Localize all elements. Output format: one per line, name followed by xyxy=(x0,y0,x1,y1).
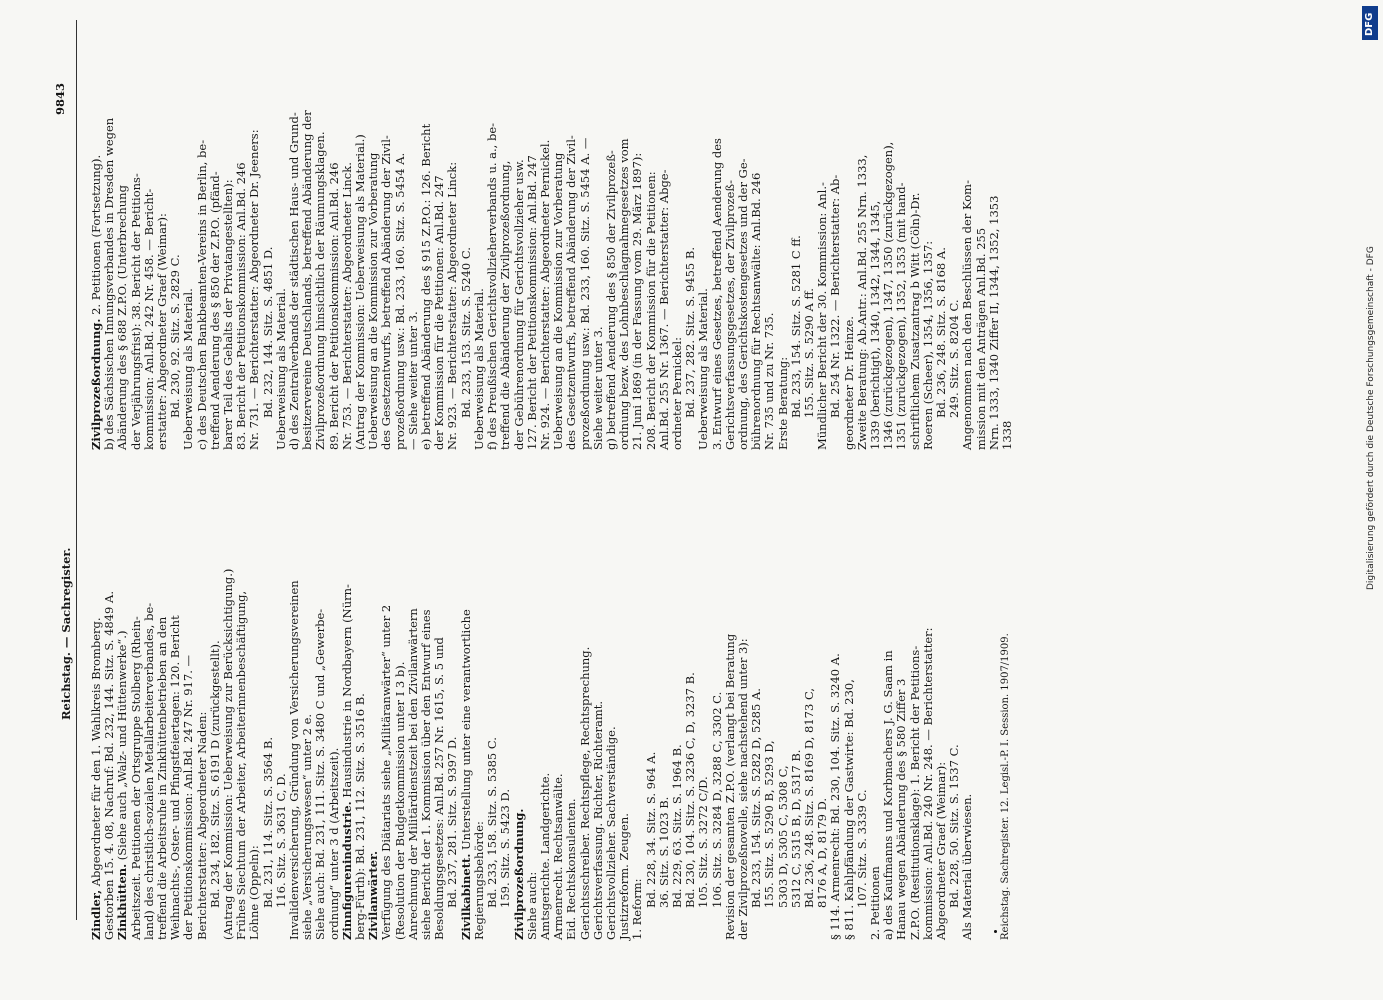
text-line: Bd. 228, 34. Sitz. S. 964 A. xyxy=(643,751,658,908)
text-line: Bd. 231, 114. Sitz. S. 3564 B. xyxy=(260,736,275,908)
text-line: 1339 (berichtigt), 1340, 1342, 1344, 1345, xyxy=(867,200,882,450)
text-line: Bd. 232, 144. Sitz. S. 4851 D. xyxy=(260,246,275,418)
text-line: Berichterstatter: Abgeordneter Naden: xyxy=(194,711,209,940)
text-line: Siehe weiter unter 3. xyxy=(590,326,605,450)
text-line: berg-Fürth): Bd. 231, 112. Sitz. S. 3516 B. xyxy=(353,693,368,940)
text-line: 8176 A, D, 8179 D. xyxy=(815,797,830,908)
text-line: Ueberweisung an die Kommission zur Vorberatung xyxy=(551,152,566,450)
text-line: prozeßordnung usw.: Bd. 233, 160. Sitz. S. 5454 A. — xyxy=(577,137,592,450)
right-column xyxy=(90,30,1014,450)
text-line: Nr. 924. — Berichterstatter: Abgeordneter Pernickel. xyxy=(537,139,552,450)
text-line: 1351 (zurückgezogen), 1352, 1353 (mit hand- xyxy=(894,182,909,450)
text-line: Gerichtsverfassung. Richter, Richteramt. xyxy=(590,700,605,940)
text-line: a) des Kaufmanns und Korbmachers J. G. Saam in xyxy=(881,650,896,940)
text-line: Gestorben 15. 4. 08, Nachruf: Bd. 232, 144. Sitz. S. 4849 A. xyxy=(102,591,117,940)
text-line: der Zivilprozeßnovelle, siehe nachstehend unter 3): xyxy=(735,638,750,940)
text-line: 1. Reform: xyxy=(630,878,645,940)
text-line: Revision der gesamten Z.P.O. (verlangt bei Beratung xyxy=(722,633,737,940)
text-line: Bd. 236, 248. Sitz. S. 8168 A. xyxy=(934,247,948,418)
text-line: Arbeitszeit. Petitionen der Ortsgruppe Stolberg (Rhein- xyxy=(128,616,143,940)
dfg-logo: DFG xyxy=(1362,6,1378,40)
text-line: Nr. 753. — Berichterstatter: Abgeordneter Linck. xyxy=(339,162,354,450)
text-line xyxy=(460,510,473,940)
left-column xyxy=(90,510,975,940)
text-line: f) des Preußischen Gerichtsvollzieherverbands u. a., be- xyxy=(485,122,500,450)
text-line: 3. Entwurf eines Gesetzes, betreffend Aenderung des xyxy=(709,138,724,450)
dfg-note: Digitalisierung gefördert durch die Deutsche Forschungsgemeinschaft - DFG xyxy=(1366,246,1376,590)
text-line: Bd. 234, 182. Sitz. S. 6191 D (zurückgestellt). xyxy=(207,640,222,908)
text-line: Bd. 233, 154. Sitz. S. 5281 C ff. xyxy=(788,235,803,418)
text-line: 107. Sitz. S. 3339 C. xyxy=(854,789,869,908)
text-line: Eid. Rechtskonsulenten. xyxy=(564,798,579,940)
text-line: Ueberweisung an die Kommission zur Vorberatung xyxy=(366,152,381,450)
entry-heading: Zivilanwärter. xyxy=(366,850,381,940)
text-line: Weihnachts-, Oster- und Pfingstfeiertagen: 120. Bericht xyxy=(168,615,183,940)
entry-heading: Zinkhütten. xyxy=(115,863,130,940)
text-line: 89. Bericht der Petitionskommission: Anl.Bd. 246 xyxy=(326,162,341,450)
text-line: Besoldungsgesetzes: Anl.Bd. 257 Nr. 1615, S. 5 und xyxy=(432,637,447,940)
text-line: Bd. 236, 248. Sitz. S. 8169 D, 8173 C, xyxy=(801,688,816,908)
text-line: Verfügung des Diätariats siehe „Militäranwärter“ unter 2 xyxy=(379,604,394,940)
text-line: Bd. 237, 282. Sitz. S. 9455 B. xyxy=(683,246,698,418)
text-line: (Antrag der Kommission: Ueberweisung als Material.) xyxy=(353,134,368,450)
scan-dot xyxy=(994,930,997,933)
text-line: der Petitionskommission: Anl.Bd. 247 Nr. 917. — xyxy=(181,654,196,940)
page-number: 9843 xyxy=(53,82,67,115)
text-line: der Kommission für die Petitionen: Anl.Bd. 247 xyxy=(432,175,447,450)
text-line: prozeßordnung usw.: Bd. 233, 160. Sitz. S. 5454 A. xyxy=(392,152,407,450)
entry-heading: Zivilprozeßordnung. xyxy=(511,808,526,940)
text-line: geordneter Dr. Heinze. xyxy=(841,316,856,450)
text-line: Nr. 735 und zu Nr. 735. xyxy=(762,312,777,450)
text-line: 36. Sitz. S. 1023 B. xyxy=(656,796,671,908)
text-line: siehe Bericht der 1. Kommission über den Entwurf eines xyxy=(419,609,434,940)
text-line: (Antrag der Kommission: Ueberweisung zur Berücksichtigung.) xyxy=(221,568,236,940)
text-line: d) des Zentralverbands der städtischen Haus- und Grund- xyxy=(287,112,302,450)
text-line: kommission: Anl.Bd. 242 Nr. 458. — Bericht- xyxy=(141,188,156,450)
text-line: Nr. 923. — Berichterstatter: Abgeordneter Linck: xyxy=(445,161,460,450)
text-line: 21. Juni 1869 (in der Fassung vom 29. März 1897): xyxy=(630,152,645,450)
text-line: Ueberweisung als Material. xyxy=(273,288,288,450)
text-line: c) des Deutschen Bankbeamten-Vereins in Berlin, be- xyxy=(194,139,209,450)
entry-heading: Zivilkabinett. xyxy=(458,853,473,940)
text-line: Bd. 230, 92. Sitz. S. 2829 C. xyxy=(168,254,183,418)
text-line: g) betreffend Aenderung des § 850 der Zivilprozeß- xyxy=(603,150,618,450)
text-line: siehe „Versicherungswesen“ unter 2 e. xyxy=(300,713,315,940)
text-line: 116. Sitz. S. 3631 C, D. xyxy=(273,773,288,908)
entry-heading: Zivilprozeßordnung. xyxy=(89,318,103,450)
text-line: kommission: Anl.Bd. 240 Nr. 248. — Berichterstatter: xyxy=(920,627,935,940)
entry-heading: Zindler, xyxy=(89,889,103,940)
header-rule xyxy=(76,20,77,920)
text-line: schriftlichem Zusatzantrag b Witt (Cöln)-Dr. xyxy=(907,192,922,450)
text-line: Erste Beratung: xyxy=(775,356,790,450)
text-line: 105. Sitz. S. 3272 C/D. xyxy=(696,776,711,908)
text-line: Regierungsbehörde: xyxy=(471,821,486,940)
text-line: b) des Sächsischen Innungsverbandes in Dresden wegen xyxy=(102,117,117,450)
text-line: 83. Bericht der Petitionskommission: Anl.Bd. 246 xyxy=(234,162,249,450)
text-line: ordnung bezw. des Lohnbeschlagnahmegesetzes vom xyxy=(617,138,632,450)
text-line: Als Material überwiesen. xyxy=(960,793,975,940)
text-line: 1338 xyxy=(1000,420,1015,450)
text-line: 249. Sitz. S. 8204 C. xyxy=(947,299,962,418)
text-line: ordneter Pernickel: xyxy=(669,337,684,450)
text-line: Ueberweisung als Material. xyxy=(181,288,196,450)
entry-text: 2. Petitionen (Fortsetzung). xyxy=(89,154,103,319)
entry-heading: Zinnfigurenindustrie. xyxy=(339,801,354,940)
text-line: § 811. Kahlpfändung der Gastwirte: Bd. 230, xyxy=(841,679,856,940)
text-line: Frühes Siechtum der Arbeiter, Arbeiterinnenbeschäftigung, xyxy=(234,590,249,940)
text-line: Roeren (Scheer), 1354, 1356, 1357: xyxy=(920,240,935,450)
text-line: Nr. 731. — Berichterstatter: Abgeordneter Dr. Jeeners: xyxy=(247,129,262,450)
text-line: barer Teil des Gehalts der Privatangestellten): xyxy=(221,179,236,450)
text-line: § 114. Armenrecht: Bd. 230, 104. Sitz. S. 3240 A. xyxy=(828,653,843,940)
text-line: 155. Sitz. S. 5290 B, 5293 D, xyxy=(762,740,777,908)
text-line: Ueberweisung als Material. xyxy=(471,288,486,450)
text-line: 1346 (zurückgezogen), 1347, 1350 (zurückgezogen), xyxy=(881,141,896,450)
text-line: Bd. 233, 154. Sitz. S. 5282 D, 5285 A. xyxy=(749,688,764,908)
text-line: 106. Sitz. S. 3284 D, 3288 C, 3302 C. xyxy=(709,691,724,908)
text-line: Ueberweisung als Material. xyxy=(696,288,711,450)
text-line: Gerichtsvollzieher. Sachverständige. xyxy=(603,726,618,940)
text-line xyxy=(513,510,526,940)
text-line: Gerichtsschreiber. Rechtspflege, Rechtsprechung. xyxy=(577,646,592,940)
entry-text: Hausindustrie in Nordbayern (Nürn- xyxy=(339,584,354,802)
text-line: 159. Sitz. S. 5423 D. xyxy=(498,789,513,908)
text-line xyxy=(116,510,129,940)
text-line: treffend Aenderung des § 850 der Z.P.O. (pfänd- xyxy=(207,171,222,450)
text-line: erstatter: Abgeordneter Graef (Weimar): xyxy=(155,213,170,450)
text-line: Bd. 229, 63. Sitz. S. 1964 B. xyxy=(669,744,684,908)
text-line: Bd. 237, 281. Sitz. S. 9397 D. xyxy=(445,736,460,908)
text-line: (Resolution der Budgetkommission unter I 3 b). xyxy=(392,661,407,940)
text-line: der Gebührenordnung für Gerichtsvollzieher usw. xyxy=(511,159,526,450)
running-head: Reichstag. — Sachregister. xyxy=(59,547,73,720)
text-line: Bd. 230, 104. Sitz. S. 3236 C, D, 3237 B. xyxy=(683,672,698,908)
text-line: bührenordnung für Rechtsanwälte: Anl.Bd. 246 xyxy=(749,172,764,450)
text-line: Invalidenversicherung, Gründung von Versicherungsvereinen xyxy=(287,580,302,940)
left-footer: Reichstag. Sachregister. 12. Legisl.-P. I. Session. 1907/1909. xyxy=(1000,633,1011,940)
text-line: Bd. 254 Nr. 1322. — Berichterstatter: Ab- xyxy=(828,174,843,418)
text-line: 155. Sitz. S. 5290 A ff. xyxy=(801,288,816,418)
text-line: Amtsgerichte. Landgerichte. xyxy=(537,772,552,940)
entry-text: (Siehe auch „Walz- und Hüttenwerke“.) xyxy=(115,630,130,864)
text-line: Bd. 233, 153. Sitz. S. 5240 C. xyxy=(458,247,473,418)
text-line: Anrechnung der Militärdienstzeit bei den Zivilanwärtern xyxy=(405,608,420,940)
text-line: 5312 C, 5315 B, D, 5317 B. xyxy=(788,749,803,908)
text-line: e) betreffend Abänderung des § 915 Z.P.O.: 126. Bericht xyxy=(419,123,434,450)
text-line: mission mit den Anträgen Anl.Bd. 255 xyxy=(973,227,988,450)
text-line: Abänderung des § 688 Z.P.O. (Unterbrechung xyxy=(115,185,130,450)
text-line: land) des christlich-sozialen Metallarbeiterverbandes, be- xyxy=(141,602,156,940)
text-line: Zivilprozeßordnung hinsichtlich der Räumungsklagen. xyxy=(313,131,328,450)
text-line: Angenommen nach den Beschlüssen der Kom- xyxy=(960,180,975,450)
text-line: Gerichtsverfassungsgesetzes, der Zivilprozeß- xyxy=(722,180,737,450)
text-line: besitzervereine Deutschlands, betreffend Abänderung der xyxy=(300,110,315,450)
text-line: — Siehe weiter unter 3. xyxy=(405,311,420,450)
text-line: Hanau wegen Abänderung des § 580 Ziffer 3 xyxy=(894,678,909,940)
text-line: treffend die Arbeitsruhe in Zinkhüttenbetrieben an den xyxy=(155,616,170,940)
text-line: ordnung“ unter 3 d (Arbeitszeit). xyxy=(326,747,341,940)
text-line: des Gesetzentwurfs, betreffend Abänderung der Zivil- xyxy=(564,135,579,450)
text-line: Nrn. 1333, 1340 Ziffer II, 1344, 1352, 1353 xyxy=(986,195,1001,450)
text-line: 5303 D, 5305 C, 5308 C, xyxy=(775,765,790,908)
text-line: Bd. 233, 158. Sitz. S. 5385 C. xyxy=(485,737,500,908)
text-line: treffend die Abänderung der Zivilprozeßordnung, xyxy=(498,160,513,450)
text-line: Siehe auch: xyxy=(524,871,539,940)
text-line: der Verjährungsfrist): 38. Bericht der Petitions- xyxy=(128,173,143,450)
text-line: Armenrecht. Rechtsanwälte. xyxy=(551,773,566,940)
text-line: Mündlicher Bericht der 30. Kommission: Anl.- xyxy=(815,182,830,450)
text-line: Siehe auch: Bd. 231, 111. Sitz. S. 3480 C und „Gewerbe- xyxy=(313,608,328,940)
text-line: Löhne (Oppeln): xyxy=(247,845,262,940)
text-line: Abgeordneter Graef (Weimar): xyxy=(934,761,948,940)
text-line: 2. Petitionen xyxy=(867,866,882,940)
text-line: des Gesetzentwurfs, betreffend Abänderung der Zivil- xyxy=(379,135,394,450)
text-line: 127. Bericht der Petitionskommission: Anl.Bd. 247 xyxy=(524,155,539,450)
text-line: Justizreform. Zeugen. xyxy=(617,813,632,940)
text-line: Zweite Beratung: Ab.Antr.: Anl.Bd. 255 Nrn. 1333, xyxy=(854,154,869,450)
text-line: Bd. 228, 50. Sitz. S. 1537 C. xyxy=(947,744,962,908)
text-line: ordnung, des Gerichtskostengesetzes und der Ge- xyxy=(735,158,750,450)
text-line: 208. Bericht der Kommission für die Petitionen: xyxy=(643,171,658,450)
text-line: Z.P.O. (Restitutionsklage): 1. Bericht der Petitions- xyxy=(907,645,922,940)
entry-text: Abgeordneter für den 1. Wahlkreis Bromberg. xyxy=(89,617,103,890)
entry-text: Unterstellung unter eine verantwortliche xyxy=(458,609,473,854)
text-line: Anl.Bd. 255 Nr. 1367. — Berichterstatter: Abge- xyxy=(656,169,671,450)
